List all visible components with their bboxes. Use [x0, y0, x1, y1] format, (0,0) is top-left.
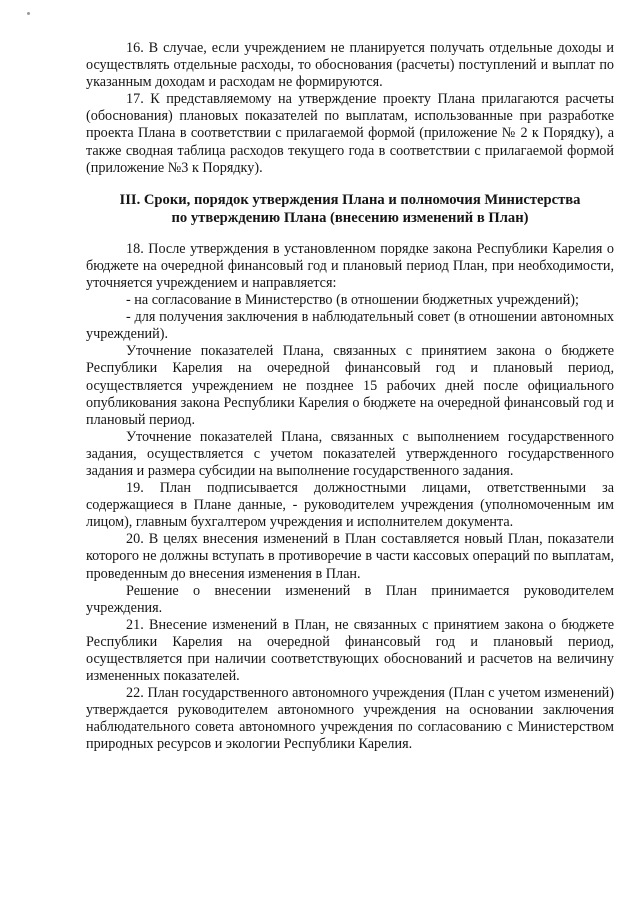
paragraph-22: 22. План государственного автономного учреждения (План с учетом изменений) утверждается руководителем автономного учреждения на основании заключения наблюдательного совета автономного учреждения по согласованию с Министерством природных ресурсов и экологии Республики Карелия.	[86, 685, 614, 753]
paragraph-17: 17. К представляемому на утверждение проекту Плана прилагаются расчеты (обоснования) плановых показателей по выплатам, использованные при разработке проекта Плана в соответствии с прилагаемой формой (приложение № 2 к Порядку), а также сводная таблица расходов текущего года в соответствии с прилагаемой формой (приложение №3 к Порядку).	[86, 91, 614, 176]
paragraph-19: 19. План подписывается должностными лицами, ответственными за содержащиеся в Плане данные, - руководителем учреждения (уполномоченным им лицом), главным бухгалтером учреждения и исполнителем документа.	[86, 480, 614, 531]
paragraph-18-item-2: - для получения заключения в наблюдательный совет (в отношении автономных учреждений).	[86, 309, 614, 343]
section-heading-line-1: III. Сроки, порядок утверждения Плана и полномочия Министерства	[119, 191, 581, 208]
paragraph-state-task-clarification: Уточнение показателей Плана, связанных с выполнением государственного задания, осуществляется с учетом показателей утвержденного государственного задания и размера субсидии на выполнение государственного задания.	[86, 428, 614, 479]
section-heading	[86, 191, 614, 227]
paragraph-18-intro: 18. После утверждения в установленном порядке закона Республики Карелия о бюджете на очередной финансовый год и плановый период План, при необходимости, уточняется учреждением и направляется:	[86, 240, 614, 291]
paragraph-decision: Решение о внесении изменений в План принимается руководителем учреждения.	[86, 582, 614, 616]
section-heading-line-2: по утверждению Плана (внесению изменений в План)	[171, 209, 529, 226]
paragraph-18-item-1: - на согласование в Министерство (в отношении бюджетных учреждений);	[126, 292, 579, 309]
paragraph-21: 21. Внесение изменений в План, не связанных с принятием закона о бюджете Республики Карелия на очередной финансовый год и плановый период, осуществляется при наличии соответствующих обоснований и расчетов на величину измененных показателей.	[86, 616, 614, 685]
paragraph-20: 20. В целях внесения изменений в План составляется новый План, показатели которого не должны вступать в противоречие в части кассовых операций по выплатам, проведенным до внесения изменения в План.	[86, 531, 614, 582]
paragraph-budget-clarification: Уточнение показателей Плана, связанных с принятием закона о бюджете Республики Карелия на очередной финансовый год и плановый период, осуществляется учреждением не позднее 15 рабочих дней после официального опубликования закона Республики Карелия о бюджете на очередной финансовый год и плановый период.	[86, 343, 614, 428]
document-body	[86, 40, 614, 754]
scan-speck	[27, 12, 30, 15]
paragraph-16: 16. В случае, если учреждением не планируется получать отдельные доходы и осуществлять отдельные расходы, то обоснования (расчеты) поступлений и выплат по указанным доходам и расходам не формируются.	[86, 40, 614, 91]
